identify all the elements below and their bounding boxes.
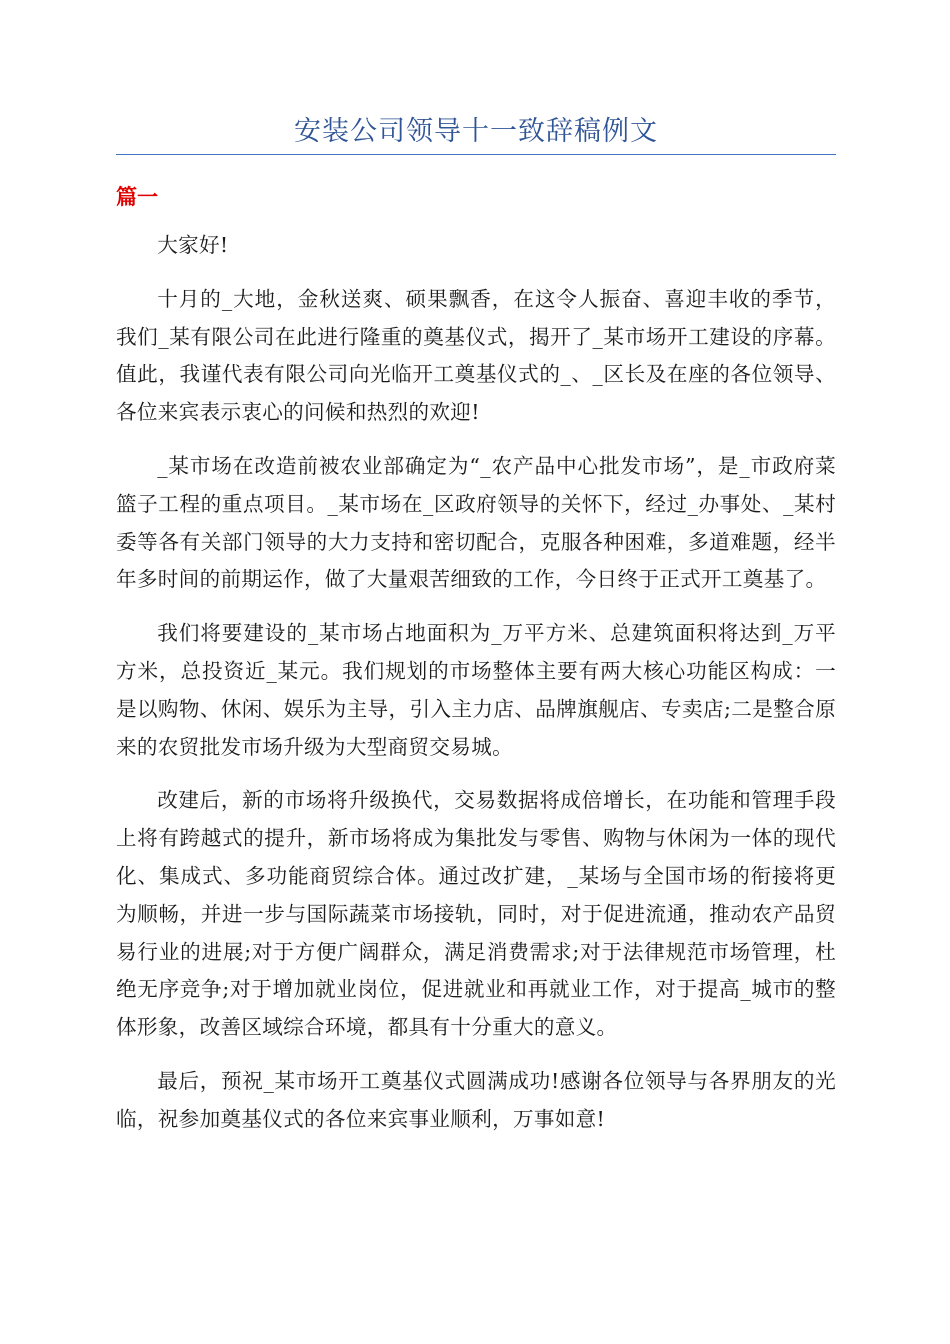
paragraph-plan: 我们将要建设的_某市场占地面积为_万平方米、总建筑面积将达到_万平方米，总投资近_某元。我们规划的市场整体主要有两大核心功能区构成：一是以购物、休闲、娱乐为主导，引入主力店、品牌旗舰店、专卖店;二是整合原来的农贸批发市场升级为大型商贸交易城。 [116, 621, 836, 759]
document-title: 安装公司领导十一致辞稿例文 [294, 116, 658, 147]
title-divider [116, 154, 836, 155]
paragraph-opening: 十月的_大地，金秋送爽、硕果飘香，在这令人振奋、喜迎丰收的季节，我们_某有限公司在此进行隆重的奠基仪式，揭开了_某市场开工建设的序幕。值此，我谨代表有限公司向光临开工奠基仪式的_、_区长及在座的各位领导、各位来宾表示衷心的问候和热烈的欢迎! [116, 286, 836, 425]
paragraph-background: _某市场在改造前被农业部确定为“_农产品中心批发市场”，是_市政府菜篮子工程的重点项目。_某市场在_区政府领导的关怀下，经过_办事处、_某村委等各有关部门领导的大力支持和密切配合，克服各种困难，多道难题，经半年多时间的前期运作，做了大量艰苦细致的工作，今日终于正式开工奠基了。 [116, 453, 836, 592]
paragraph-significance: 改建后，新的市场将升级换代，交易数据将成倍增长，在功能和管理手段上将有跨越式的提升，新市场将成为集批发与零售、购物与休闲为一体的现代化、集成式、多功能商贸综合体。通过改扩建，_某场与全国市场的衔接将更为顺畅，并进一步与国际蔬菜市场接轨，同时，对于促进流通，推动农产品贸易行业的进展;对于方便广阔群众，满足消费需求;对于法律规范市场管理，杜绝无序竞争;对于增加就业岗位，促进就业和再就业工作，对于提高_城市的整体形象，改善区域综合环境，都具有十分重大的意义。 [116, 788, 836, 1040]
paragraph-closing: 最后，预祝_某市场开工奠基仪式圆满成功!感谢各位领导与各界朋友的光临，祝参加奠基仪式的各位来宾事业顺利，万事如意! [116, 1068, 836, 1131]
section-heading: 篇一 [116, 184, 158, 209]
paragraph-greeting: 大家好! [157, 233, 229, 257]
document-page [116, 110, 836, 1139]
